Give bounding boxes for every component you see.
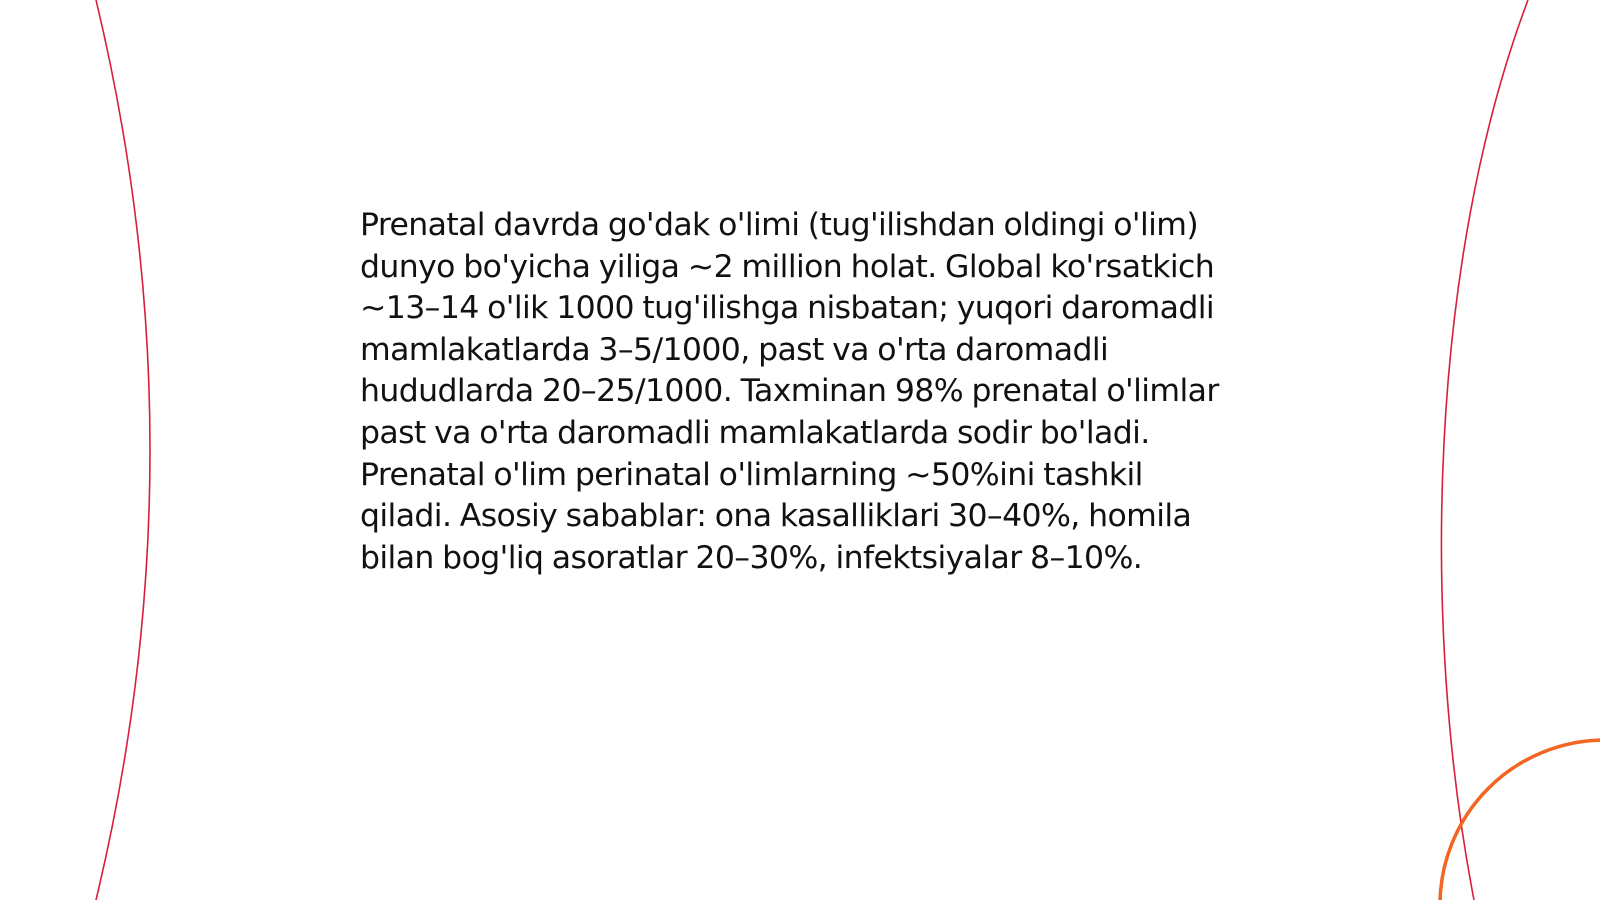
left-curve-line — [96, 0, 150, 900]
slide-body-text: Prenatal davrda go'dak o'limi (tug'ilishdan oldingi o'lim) dunyo bo'yicha yiliga ~2 million holat. Global ko'rsatkich ~13–14 o'lik 1000 tug'ilishga nisbatan; yuqori daromadli mamlakatlarda 3–5/1000, past va o'rta daromadli hududlarda 20–25/1000. Taxminan 98% prenatal o'limlar past va o'rta daromadli mamlakatlarda sodir bo'ladi. Prenatal o'lim perinatal o'limlarning ~50%ini tashkil qiladi. Asosiy sabablar: ona kasalliklari 30–40%, homila bilan bog'liq asoratlar 20–30%, infektsiyalar 8–10%. — [360, 207, 1219, 576]
orange-circle-arc — [1440, 740, 1600, 900]
